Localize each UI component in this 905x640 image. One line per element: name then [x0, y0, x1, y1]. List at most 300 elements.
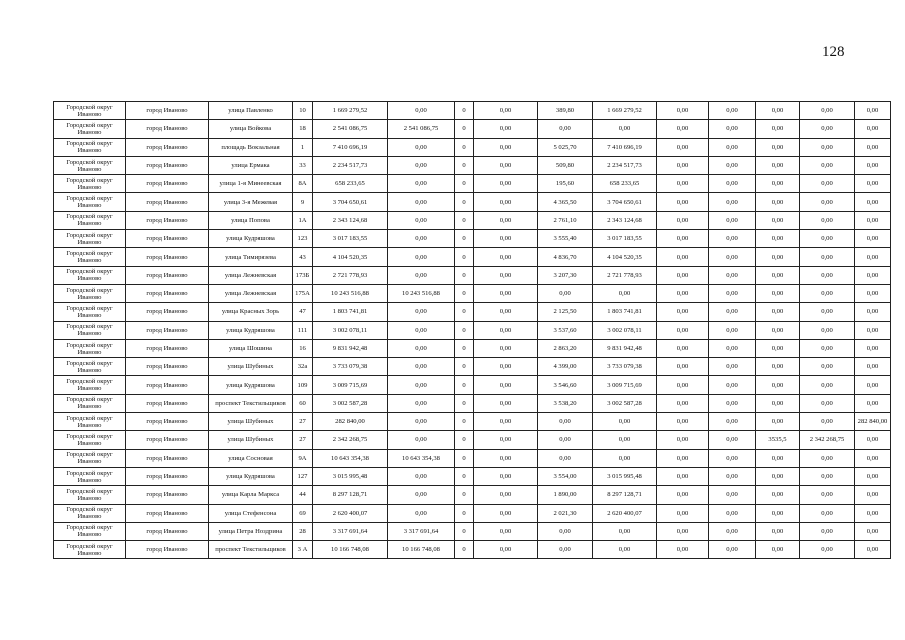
cell-municipality: Городской округ Иваново: [54, 358, 126, 376]
cell-street: проспект Текстильщиков: [209, 394, 293, 412]
cell-cost-col-15: 0,00: [855, 284, 891, 302]
cell-cost-col-13: 3535,5: [756, 431, 800, 449]
cell-area-col-9: 1 890,00: [538, 486, 593, 504]
cell-cost-col-11: 0,00: [657, 284, 709, 302]
cell-municipality: Городской округ Иваново: [54, 321, 126, 339]
cell-cost-col-14: 0,00: [800, 339, 855, 357]
cell-settlement: город Иваново: [126, 504, 209, 522]
cell-street: улица Сосновая: [209, 449, 293, 467]
cell-settlement: город Иваново: [126, 486, 209, 504]
cell-house-number: 47: [293, 303, 313, 321]
cell-cost-col-11: 0,00: [657, 376, 709, 394]
cell-area-col-9: 4 399,00: [538, 358, 593, 376]
cell-cost-col-11: 0,00: [657, 211, 709, 229]
cell-area-col-9: 0,00: [538, 431, 593, 449]
cell-cost-col-12: 0,00: [709, 431, 756, 449]
table-row: [54, 486, 891, 504]
cell-count-col-7: 0: [455, 102, 474, 120]
table-row: [54, 541, 891, 559]
cell-cost-col-13: 0,00: [756, 211, 800, 229]
cell-settlement: город Иваново: [126, 120, 209, 138]
cell-cost-col-13: 0,00: [756, 193, 800, 211]
cell-cost-col-6: 0,00: [388, 211, 455, 229]
cell-house-number: 16: [293, 339, 313, 357]
cell-municipality: Городской округ Иваново: [54, 138, 126, 156]
cell-cost-col-8: 0,00: [474, 156, 538, 174]
table-row: [54, 413, 891, 431]
cell-cost-col-11: 0,00: [657, 541, 709, 559]
cell-cost-col-15: 0,00: [855, 120, 891, 138]
cell-cost-col-12: 0,00: [709, 358, 756, 376]
cell-total-cost: 10 166 748,08: [313, 541, 388, 559]
table-row: [54, 248, 891, 266]
cell-area-col-9: 4 836,70: [538, 248, 593, 266]
cell-cost-col-8: 0,00: [474, 193, 538, 211]
cell-cost-col-12: 0,00: [709, 541, 756, 559]
cell-house-number: 28: [293, 522, 313, 540]
cell-cost-col-13: 0,00: [756, 321, 800, 339]
cell-cost-col-10: 0,00: [593, 413, 657, 431]
cell-cost-col-11: 0,00: [657, 303, 709, 321]
cell-count-col-7: 0: [455, 248, 474, 266]
cell-settlement: город Иваново: [126, 522, 209, 540]
cell-cost-col-15: 0,00: [855, 394, 891, 412]
cell-municipality: Городской округ Иваново: [54, 486, 126, 504]
cell-cost-col-10: 0,00: [593, 541, 657, 559]
cell-cost-col-13: 0,00: [756, 413, 800, 431]
cell-cost-col-13: 0,00: [756, 102, 800, 120]
cell-cost-col-12: 0,00: [709, 230, 756, 248]
table-row: [54, 431, 891, 449]
cell-house-number: 1А: [293, 211, 313, 229]
cell-cost-col-15: 0,00: [855, 321, 891, 339]
cell-cost-col-15: 0,00: [855, 102, 891, 120]
cell-street: улица 1-я Минеевская: [209, 175, 293, 193]
cell-settlement: город Иваново: [126, 303, 209, 321]
cell-municipality: Городской округ Иваново: [54, 431, 126, 449]
cell-cost-col-13: 0,00: [756, 541, 800, 559]
cell-cost-col-6: 0,00: [388, 376, 455, 394]
table-row: [54, 284, 891, 302]
cell-cost-col-14: 0,00: [800, 394, 855, 412]
cell-area-col-9: 2 863,20: [538, 339, 593, 357]
cell-cost-col-11: 0,00: [657, 394, 709, 412]
cell-cost-col-8: 0,00: [474, 303, 538, 321]
cell-cost-col-14: 0,00: [800, 358, 855, 376]
cell-cost-col-14: 0,00: [800, 193, 855, 211]
cell-municipality: Городской округ Иваново: [54, 284, 126, 302]
table-row: [54, 321, 891, 339]
cell-cost-col-10: 9 831 942,48: [593, 339, 657, 357]
cell-cost-col-10: 658 233,65: [593, 175, 657, 193]
cell-cost-col-11: 0,00: [657, 431, 709, 449]
cell-municipality: Городской округ Иваново: [54, 504, 126, 522]
cell-cost-col-8: 0,00: [474, 102, 538, 120]
cell-area-col-9: 3 546,60: [538, 376, 593, 394]
cell-cost-col-13: 0,00: [756, 467, 800, 485]
cell-total-cost: 7 410 696,19: [313, 138, 388, 156]
cell-total-cost: 282 840,00: [313, 413, 388, 431]
cell-settlement: город Иваново: [126, 266, 209, 284]
cell-municipality: Городской округ Иваново: [54, 467, 126, 485]
cell-area-col-9: 389,80: [538, 102, 593, 120]
cell-cost-col-13: 0,00: [756, 303, 800, 321]
cell-cost-col-6: 0,00: [388, 193, 455, 211]
cell-cost-col-10: 3 002 078,11: [593, 321, 657, 339]
cell-house-number: 109: [293, 376, 313, 394]
cell-cost-col-15: 0,00: [855, 486, 891, 504]
cell-municipality: Городской округ Иваново: [54, 156, 126, 174]
cell-street: улица Кудряшова: [209, 376, 293, 394]
cell-cost-col-12: 0,00: [709, 486, 756, 504]
cell-municipality: Городской округ Иваново: [54, 230, 126, 248]
cell-cost-col-12: 0,00: [709, 321, 756, 339]
cell-cost-col-6: 0,00: [388, 413, 455, 431]
cell-cost-col-6: 0,00: [388, 230, 455, 248]
cell-house-number: 1: [293, 138, 313, 156]
cell-count-col-7: 0: [455, 175, 474, 193]
cell-total-cost: 3 733 079,38: [313, 358, 388, 376]
cell-street: улица Шубиных: [209, 431, 293, 449]
cell-cost-col-12: 0,00: [709, 102, 756, 120]
cell-municipality: Городской округ Иваново: [54, 449, 126, 467]
cell-area-col-9: 0,00: [538, 284, 593, 302]
cell-cost-col-14: 0,00: [800, 120, 855, 138]
cell-count-col-7: 0: [455, 284, 474, 302]
cell-cost-col-11: 0,00: [657, 358, 709, 376]
cell-cost-col-8: 0,00: [474, 522, 538, 540]
cell-settlement: город Иваново: [126, 541, 209, 559]
cell-cost-col-11: 0,00: [657, 193, 709, 211]
cell-cost-col-12: 0,00: [709, 138, 756, 156]
cell-area-col-9: 4 365,50: [538, 193, 593, 211]
cell-cost-col-10: 0,00: [593, 431, 657, 449]
cell-cost-col-15: 0,00: [855, 431, 891, 449]
cell-cost-col-8: 0,00: [474, 376, 538, 394]
cell-cost-col-14: 0,00: [800, 321, 855, 339]
cell-cost-col-14: 0,00: [800, 413, 855, 431]
cell-cost-col-10: 2 721 778,93: [593, 266, 657, 284]
table-row: [54, 120, 891, 138]
cell-cost-col-8: 0,00: [474, 230, 538, 248]
cell-house-number: 27: [293, 431, 313, 449]
cell-street: улица Петра Ноздрина: [209, 522, 293, 540]
cell-cost-col-15: 282 840,00: [855, 413, 891, 431]
cell-cost-col-12: 0,00: [709, 175, 756, 193]
cell-cost-col-14: 0,00: [800, 266, 855, 284]
cell-cost-col-13: 0,00: [756, 156, 800, 174]
cell-total-cost: 10 643 354,38: [313, 449, 388, 467]
cell-cost-col-8: 0,00: [474, 321, 538, 339]
cell-cost-col-11: 0,00: [657, 138, 709, 156]
cell-cost-col-6: 0,00: [388, 303, 455, 321]
cell-cost-col-8: 0,00: [474, 339, 538, 357]
cell-cost-col-11: 0,00: [657, 522, 709, 540]
cell-cost-col-10: 3 704 650,61: [593, 193, 657, 211]
cell-cost-col-10: 0,00: [593, 284, 657, 302]
cell-cost-col-14: 0,00: [800, 211, 855, 229]
table-row: [54, 376, 891, 394]
cell-cost-col-6: 2 541 086,75: [388, 120, 455, 138]
cell-area-col-9: 3 555,40: [538, 230, 593, 248]
cell-area-col-9: 0,00: [538, 120, 593, 138]
cell-house-number: 123: [293, 230, 313, 248]
cell-cost-col-8: 0,00: [474, 504, 538, 522]
cell-street: улица Кудряшова: [209, 321, 293, 339]
cell-count-col-7: 0: [455, 266, 474, 284]
cell-cost-col-11: 0,00: [657, 321, 709, 339]
cell-cost-col-10: 4 104 520,35: [593, 248, 657, 266]
cell-area-col-9: 0,00: [538, 413, 593, 431]
cell-street: улица Стефенсона: [209, 504, 293, 522]
cell-area-col-9: 0,00: [538, 449, 593, 467]
cell-count-col-7: 0: [455, 431, 474, 449]
cell-cost-col-10: 0,00: [593, 522, 657, 540]
cell-house-number: 10: [293, 102, 313, 120]
cell-cost-col-6: 0,00: [388, 102, 455, 120]
cell-cost-col-15: 0,00: [855, 522, 891, 540]
cell-cost-col-10: 3 017 183,55: [593, 230, 657, 248]
cell-cost-col-10: 2 234 517,73: [593, 156, 657, 174]
cell-settlement: город Иваново: [126, 376, 209, 394]
cell-settlement: город Иваново: [126, 193, 209, 211]
cell-count-col-7: 0: [455, 467, 474, 485]
cell-total-cost: 2 342 268,75: [313, 431, 388, 449]
cell-cost-col-14: 0,00: [800, 467, 855, 485]
cell-house-number: 175А: [293, 284, 313, 302]
cell-cost-col-11: 0,00: [657, 504, 709, 522]
cell-street: улица Лежневская: [209, 284, 293, 302]
cell-cost-col-10: 3 015 995,48: [593, 467, 657, 485]
cell-street: улица Карла Маркса: [209, 486, 293, 504]
cell-cost-col-12: 0,00: [709, 266, 756, 284]
cell-count-col-7: 0: [455, 358, 474, 376]
cell-settlement: город Иваново: [126, 413, 209, 431]
cell-area-col-9: 2 761,10: [538, 211, 593, 229]
table-row: [54, 193, 891, 211]
cell-settlement: город Иваново: [126, 321, 209, 339]
cell-municipality: Городской округ Иваново: [54, 175, 126, 193]
cell-cost-col-12: 0,00: [709, 193, 756, 211]
cell-house-number: 44: [293, 486, 313, 504]
cell-cost-col-15: 0,00: [855, 339, 891, 357]
cell-total-cost: 658 233,65: [313, 175, 388, 193]
cell-settlement: город Иваново: [126, 248, 209, 266]
cell-settlement: город Иваново: [126, 358, 209, 376]
cell-house-number: 33: [293, 156, 313, 174]
cell-cost-col-10: 8 297 128,71: [593, 486, 657, 504]
cell-area-col-9: 2 021,30: [538, 504, 593, 522]
cell-cost-col-13: 0,00: [756, 138, 800, 156]
table-row: [54, 211, 891, 229]
cell-cost-col-6: 0,00: [388, 431, 455, 449]
cell-cost-col-6: 0,00: [388, 467, 455, 485]
cell-cost-col-15: 0,00: [855, 541, 891, 559]
cell-street: улица Лежневская: [209, 266, 293, 284]
cell-cost-col-15: 0,00: [855, 504, 891, 522]
cell-cost-col-14: 2 342 268,75: [800, 431, 855, 449]
cell-house-number: 43: [293, 248, 313, 266]
cell-cost-col-14: 0,00: [800, 284, 855, 302]
cell-cost-col-10: 3 009 715,69: [593, 376, 657, 394]
cell-cost-col-14: 0,00: [800, 449, 855, 467]
cell-area-col-9: 0,00: [538, 522, 593, 540]
cell-street: улица Войкова: [209, 120, 293, 138]
cell-cost-col-15: 0,00: [855, 303, 891, 321]
cell-cost-col-14: 0,00: [800, 376, 855, 394]
cell-cost-col-8: 0,00: [474, 413, 538, 431]
cell-cost-col-8: 0,00: [474, 541, 538, 559]
cell-municipality: Городской округ Иваново: [54, 193, 126, 211]
cell-cost-col-8: 0,00: [474, 486, 538, 504]
cell-cost-col-13: 0,00: [756, 339, 800, 357]
cell-cost-col-11: 0,00: [657, 266, 709, 284]
cell-cost-col-8: 0,00: [474, 449, 538, 467]
cell-settlement: город Иваново: [126, 175, 209, 193]
cell-house-number: 173Б: [293, 266, 313, 284]
cell-cost-col-11: 0,00: [657, 449, 709, 467]
data-table: [53, 101, 891, 559]
cell-house-number: 18: [293, 120, 313, 138]
cell-cost-col-13: 0,00: [756, 120, 800, 138]
cell-house-number: 3 А: [293, 541, 313, 559]
cell-settlement: город Иваново: [126, 394, 209, 412]
cell-total-cost: 10 243 516,88: [313, 284, 388, 302]
cell-house-number: 32а: [293, 358, 313, 376]
page-number: 128: [822, 44, 845, 60]
cell-cost-col-10: 7 410 696,19: [593, 138, 657, 156]
cell-count-col-7: 0: [455, 193, 474, 211]
cell-cost-col-6: 0,00: [388, 358, 455, 376]
table-row: [54, 102, 891, 120]
cell-cost-col-13: 0,00: [756, 230, 800, 248]
table-row: [54, 467, 891, 485]
cell-cost-col-12: 0,00: [709, 467, 756, 485]
cell-total-cost: 1 803 741,81: [313, 303, 388, 321]
cell-count-col-7: 0: [455, 449, 474, 467]
cell-municipality: Городской округ Иваново: [54, 266, 126, 284]
cell-cost-col-11: 0,00: [657, 413, 709, 431]
cell-count-col-7: 0: [455, 321, 474, 339]
cell-cost-col-13: 0,00: [756, 284, 800, 302]
cell-cost-col-12: 0,00: [709, 394, 756, 412]
cell-total-cost: 9 831 942,48: [313, 339, 388, 357]
cell-cost-col-15: 0,00: [855, 230, 891, 248]
cell-cost-col-11: 0,00: [657, 102, 709, 120]
cell-cost-col-13: 0,00: [756, 504, 800, 522]
cell-count-col-7: 0: [455, 522, 474, 540]
cell-street: улица Ермака: [209, 156, 293, 174]
cell-house-number: 9А: [293, 449, 313, 467]
cell-cost-col-15: 0,00: [855, 156, 891, 174]
cell-total-cost: 3 002 078,11: [313, 321, 388, 339]
cell-street: улица Павленко: [209, 102, 293, 120]
cell-cost-col-11: 0,00: [657, 339, 709, 357]
cell-cost-col-15: 0,00: [855, 248, 891, 266]
cell-cost-col-8: 0,00: [474, 431, 538, 449]
cell-area-col-9: 3 537,60: [538, 321, 593, 339]
cell-area-col-9: 195,60: [538, 175, 593, 193]
cell-settlement: город Иваново: [126, 102, 209, 120]
cell-total-cost: 3 002 587,28: [313, 394, 388, 412]
cell-cost-col-15: 0,00: [855, 266, 891, 284]
cell-house-number: 8А: [293, 175, 313, 193]
cell-total-cost: 3 015 995,48: [313, 467, 388, 485]
cell-municipality: Городской округ Иваново: [54, 248, 126, 266]
cell-total-cost: 2 721 778,93: [313, 266, 388, 284]
cell-cost-col-11: 0,00: [657, 230, 709, 248]
cell-cost-col-15: 0,00: [855, 376, 891, 394]
table-row: [54, 339, 891, 357]
table-row: [54, 522, 891, 540]
cell-cost-col-14: 0,00: [800, 156, 855, 174]
cell-cost-col-6: 3 317 691,64: [388, 522, 455, 540]
cell-cost-col-12: 0,00: [709, 120, 756, 138]
cell-cost-col-13: 0,00: [756, 394, 800, 412]
cell-cost-col-13: 0,00: [756, 486, 800, 504]
cell-area-col-9: 3 538,20: [538, 394, 593, 412]
cell-street: проспект Текстильщиков: [209, 541, 293, 559]
cell-cost-col-10: 3 002 587,28: [593, 394, 657, 412]
cell-house-number: 9: [293, 193, 313, 211]
cell-cost-col-14: 0,00: [800, 522, 855, 540]
table-row: [54, 138, 891, 156]
cell-cost-col-8: 0,00: [474, 248, 538, 266]
cell-house-number: 27: [293, 413, 313, 431]
cell-house-number: 111: [293, 321, 313, 339]
cell-municipality: Городской округ Иваново: [54, 541, 126, 559]
cell-cost-col-8: 0,00: [474, 358, 538, 376]
table-row: [54, 394, 891, 412]
cell-cost-col-13: 0,00: [756, 266, 800, 284]
cell-cost-col-15: 0,00: [855, 211, 891, 229]
cell-area-col-9: 5 025,70: [538, 138, 593, 156]
table-row: [54, 303, 891, 321]
cell-municipality: Городской округ Иваново: [54, 339, 126, 357]
cell-cost-col-8: 0,00: [474, 138, 538, 156]
cell-area-col-9: 0,00: [538, 541, 593, 559]
cell-cost-col-13: 0,00: [756, 522, 800, 540]
cell-cost-col-13: 0,00: [756, 175, 800, 193]
cell-count-col-7: 0: [455, 339, 474, 357]
cell-street: улица 3-я Межевая: [209, 193, 293, 211]
cell-cost-col-15: 0,00: [855, 449, 891, 467]
cell-cost-col-15: 0,00: [855, 175, 891, 193]
cell-cost-col-12: 0,00: [709, 522, 756, 540]
cell-cost-col-6: 0,00: [388, 321, 455, 339]
cell-settlement: город Иваново: [126, 467, 209, 485]
cell-cost-col-12: 0,00: [709, 449, 756, 467]
cell-cost-col-8: 0,00: [474, 467, 538, 485]
cell-municipality: Городской округ Иваново: [54, 303, 126, 321]
cell-total-cost: 3 009 715,69: [313, 376, 388, 394]
cell-count-col-7: 0: [455, 230, 474, 248]
cell-cost-col-10: 0,00: [593, 120, 657, 138]
cell-count-col-7: 0: [455, 211, 474, 229]
cell-cost-col-12: 0,00: [709, 248, 756, 266]
cell-cost-col-6: 0,00: [388, 394, 455, 412]
table-row: [54, 358, 891, 376]
cell-municipality: Городской округ Иваново: [54, 211, 126, 229]
cell-cost-col-10: 2 343 124,68: [593, 211, 657, 229]
cell-count-col-7: 0: [455, 156, 474, 174]
cell-cost-col-12: 0,00: [709, 156, 756, 174]
cell-cost-col-6: 0,00: [388, 504, 455, 522]
cell-cost-col-8: 0,00: [474, 211, 538, 229]
cell-settlement: город Иваново: [126, 431, 209, 449]
cell-cost-col-15: 0,00: [855, 358, 891, 376]
cell-cost-col-14: 0,00: [800, 303, 855, 321]
